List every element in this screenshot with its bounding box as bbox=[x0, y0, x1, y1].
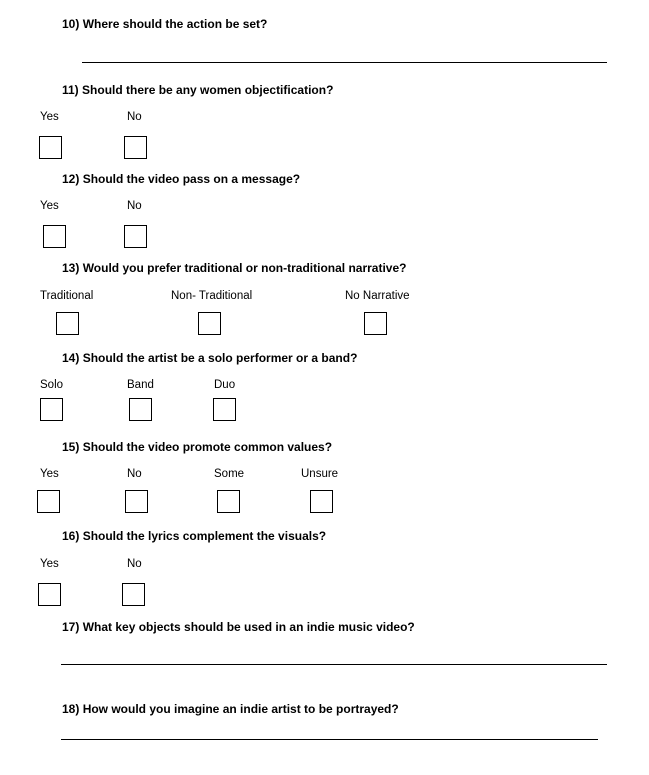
option-label-15-unsure: Unsure bbox=[301, 468, 339, 480]
question-11-number: 11) bbox=[62, 83, 79, 97]
checkbox-15-no[interactable] bbox=[125, 490, 148, 513]
option-label-11-yes: Yes bbox=[40, 111, 59, 123]
question-15-number: 15) bbox=[62, 440, 80, 454]
checkbox-15-unsure[interactable] bbox=[310, 490, 333, 513]
question-10-number: 10) bbox=[62, 17, 80, 31]
checkbox-13-non-traditional[interactable] bbox=[198, 312, 221, 335]
question-13-text: Would you prefer traditional or non-traditional narrative? bbox=[82, 261, 407, 275]
checkbox-13-no-narrative[interactable] bbox=[364, 312, 387, 335]
option-label-14-solo: Solo bbox=[40, 379, 64, 391]
question-18-number: 18) bbox=[62, 702, 80, 716]
answer-line-18[interactable] bbox=[61, 739, 598, 740]
option-label-16-yes: Yes bbox=[40, 558, 59, 570]
question-11 bbox=[62, 83, 333, 97]
option-label-14-band: Band bbox=[127, 379, 154, 391]
question-18-text: How would you imagine an indie artist to be portrayed? bbox=[82, 702, 399, 716]
question-12-number: 12) bbox=[62, 172, 80, 186]
question-10 bbox=[62, 17, 267, 31]
question-16-number: 16) bbox=[62, 529, 80, 543]
question-12 bbox=[62, 172, 300, 186]
checkbox-16-yes[interactable] bbox=[38, 583, 61, 606]
question-14 bbox=[62, 351, 357, 365]
option-label-12-no: No bbox=[127, 200, 142, 212]
checkbox-14-solo[interactable] bbox=[40, 398, 63, 421]
checkbox-14-duo[interactable] bbox=[213, 398, 236, 421]
question-16-text: Should the lyrics complement the visuals? bbox=[82, 529, 327, 543]
question-16 bbox=[62, 529, 326, 543]
question-13 bbox=[62, 261, 407, 275]
checkbox-15-some[interactable] bbox=[217, 490, 240, 513]
checkbox-13-traditional[interactable] bbox=[56, 312, 79, 335]
option-label-16-no: No bbox=[127, 558, 142, 570]
option-label-13-no-narrative: No Narrative bbox=[345, 290, 410, 302]
question-15 bbox=[62, 440, 332, 454]
question-14-text: Should the artist be a solo performer or a band? bbox=[82, 351, 358, 365]
checkbox-11-yes[interactable] bbox=[39, 136, 62, 159]
answer-line-17[interactable] bbox=[61, 664, 607, 665]
question-11-text: Should there be any women objectification? bbox=[82, 83, 334, 97]
answer-line-10[interactable] bbox=[82, 62, 607, 63]
question-17-text: What key objects should be used in an indie music video? bbox=[82, 620, 415, 634]
checkbox-12-no[interactable] bbox=[124, 225, 147, 248]
option-label-15-yes: Yes bbox=[40, 468, 59, 480]
question-13-number: 13) bbox=[62, 261, 80, 275]
checkbox-14-band[interactable] bbox=[129, 398, 152, 421]
option-label-14-duo: Duo bbox=[214, 379, 236, 391]
option-label-12-yes: Yes bbox=[40, 200, 59, 212]
question-17 bbox=[62, 620, 415, 634]
checkbox-11-no[interactable] bbox=[124, 136, 147, 159]
question-14-number: 14) bbox=[62, 351, 80, 365]
option-label-15-some: Some bbox=[214, 468, 245, 480]
question-15-text: Should the video promote common values? bbox=[82, 440, 333, 454]
option-label-13-traditional: Traditional bbox=[40, 290, 94, 302]
option-label-15-no: No bbox=[127, 468, 142, 480]
checkbox-16-no[interactable] bbox=[122, 583, 145, 606]
question-17-number: 17) bbox=[62, 620, 80, 634]
question-12-text: Should the video pass on a message? bbox=[82, 172, 301, 186]
checkbox-12-yes[interactable] bbox=[43, 225, 66, 248]
question-18 bbox=[62, 702, 399, 716]
option-label-13-non-traditional: Non- Traditional bbox=[171, 290, 253, 302]
checkbox-15-yes[interactable] bbox=[37, 490, 60, 513]
question-10-text: Where should the action be set? bbox=[82, 17, 268, 31]
option-label-11-no: No bbox=[127, 111, 142, 123]
